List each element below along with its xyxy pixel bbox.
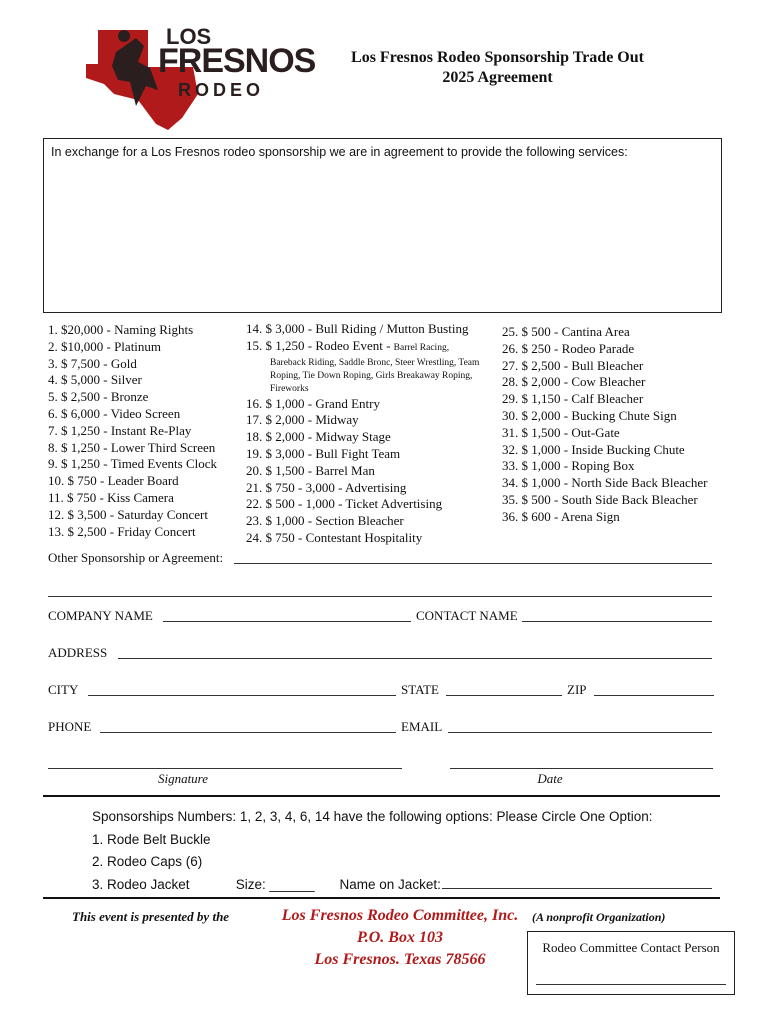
services-prompt: In exchange for a Los Fresnos rodeo sponsorship we are in agreement to provide the following services: — [51, 145, 628, 159]
committee-address — [275, 905, 525, 971]
email-label: EMAIL — [401, 719, 443, 734]
option-caps[interactable]: 2. Rodeo Caps (6) — [92, 854, 203, 869]
list-item: 6. $ 6,000 - Video Screen — [48, 405, 181, 421]
jacket-name-label: Name on Jacket: — [339, 876, 441, 892]
list-item: 30. $ 2,000 - Bucking Chute Sign — [502, 407, 677, 423]
signature-caption: Signature — [157, 771, 209, 786]
rodeo-logo — [78, 22, 316, 132]
option-jacket[interactable]: 3. Rodeo Jacket — [92, 876, 190, 892]
committee-city: Los Fresnos. Texas 78566 — [314, 951, 486, 968]
options-intro: Sponsorships Numbers: 1, 2, 3, 4, 6, 14 have the following options: Please Circle One Option: — [92, 809, 653, 824]
phone-field[interactable] — [100, 732, 396, 733]
committee-po-box: P.O. Box 103 — [357, 929, 443, 946]
list-item: 18. $ 2,000 - Midway Stage — [246, 429, 391, 445]
list-item: 4. $ 5,000 - Silver — [48, 372, 142, 388]
list-item: 10. $ 750 - Leader Board — [48, 473, 179, 489]
committee-name: Los Fresnos Rodeo Committee, Inc. — [281, 907, 519, 924]
services-textarea[interactable] — [43, 138, 722, 313]
contact-person-label: Rodeo Committee Contact Person — [542, 940, 720, 955]
title-line-1: Los Fresnos Rodeo Sponsorship Trade Out — [351, 49, 644, 66]
list-item: 9. $ 1,250 - Timed Events Clock — [48, 456, 218, 472]
contact-name-field[interactable] — [522, 621, 712, 622]
event-inline: Barrel Racing, — [393, 342, 450, 353]
jacket-name-field[interactable] — [442, 888, 712, 889]
sponsorship-list-col1 — [48, 322, 248, 540]
list-item: 33. $ 1,000 - Roping Box — [502, 458, 635, 474]
list-item: 36. $ 600 - Arena Sign — [502, 508, 620, 524]
list-item: 26. $ 250 - Rodeo Parade — [502, 340, 635, 356]
address-label: ADDRESS — [48, 645, 108, 660]
list-item: 28. $ 2,000 - Cow Bleacher — [502, 374, 646, 390]
date-caption: Date — [537, 771, 563, 786]
list-item: 20. $ 1,500 - Barrel Man — [246, 462, 375, 478]
signature-field[interactable] — [48, 768, 402, 769]
nonprofit-note: (A nonprofit Organization) — [532, 910, 666, 924]
list-item: 12. $ 3,500 - Saturday Concert — [48, 506, 208, 522]
list-item: 32. $ 1,000 - Inside Bucking Chute — [502, 441, 685, 457]
list-item: 2. $10,000 - Platinum — [48, 338, 162, 354]
list-item-text: 15. $ 1,250 - Rodeo Event - — [246, 337, 391, 353]
city-field[interactable] — [88, 695, 396, 696]
list-item: 25. $ 500 - Cantina Area — [502, 324, 630, 339]
other-sponsorship-row — [48, 550, 223, 566]
option-jacket-row — [92, 874, 653, 897]
company-name-field[interactable] — [163, 621, 411, 622]
list-item: 23. $ 1,000 - Section Bleacher — [246, 513, 404, 529]
contact-label: CONTACT NAME — [416, 608, 518, 623]
list-item: 29. $ 1,150 - Calf Bleacher — [502, 391, 644, 407]
zip-label: ZIP — [567, 682, 587, 697]
divider-bottom — [43, 897, 720, 899]
list-item: 22. $ 500 - 1,000 - Ticket Advertising — [246, 496, 443, 512]
list-item: 13. $ 2,500 - Friday Concert — [48, 523, 196, 539]
other-sponsorship-label: Other Sponsorship or Agreement: — [48, 550, 224, 565]
contact-person-field[interactable] — [536, 984, 726, 985]
zip-field[interactable] — [594, 695, 714, 696]
title-line-2: 2025 Agreement — [442, 69, 553, 86]
list-item: 3. $ 7,500 - Gold — [48, 355, 137, 371]
logo-fresnos: FRESNOS — [158, 42, 316, 80]
city-label: CITY — [48, 682, 79, 697]
list-item: 1. $20,000 - Naming Rights — [48, 322, 194, 337]
list-item: 11. $ 750 - Kiss Camera — [48, 489, 174, 505]
state-field[interactable] — [446, 695, 562, 696]
list-item: 24. $ 750 - Contestant Hospitality — [246, 529, 423, 545]
date-field[interactable] — [450, 768, 713, 769]
list-item: 7. $ 1,250 - Instant Re-Play — [48, 422, 192, 438]
sponsorship-list-col2 — [246, 321, 501, 547]
other-sponsorship-field[interactable] — [234, 563, 712, 564]
list-item — [246, 338, 501, 357]
list-item: 14. $ 3,000 - Bull Riding / Mutton Busting — [246, 321, 469, 336]
list-item: 31. $ 1,500 - Out-Gate — [502, 424, 620, 440]
email-field[interactable] — [448, 732, 712, 733]
state-label: STATE — [401, 682, 439, 697]
contact-person-box — [527, 931, 735, 995]
option-belt-buckle[interactable]: 1. Rode Belt Buckle — [92, 831, 211, 847]
presented-by: This event is presented by the — [72, 909, 230, 924]
sponsorship-list-col3 — [502, 324, 762, 526]
divider-top — [43, 795, 720, 797]
phone-label: PHONE — [48, 719, 92, 734]
list-item: 27. $ 2,500 - Bull Bleacher — [502, 357, 644, 373]
logo-los: LOS — [166, 24, 212, 49]
event-detail: Bareback Riding, Saddle Bronc, Steer Wrestling, Team Roping, Tie Down Roping, Girls Breakaway Roping, Fireworks — [270, 357, 480, 394]
other-sponsorship-field-2[interactable] — [48, 596, 712, 597]
list-item: 35. $ 500 - South Side Back Bleacher — [502, 491, 698, 507]
list-item: 5. $ 2,500 - Bronze — [48, 389, 149, 405]
list-item: 16. $ 1,000 - Grand Entry — [246, 395, 380, 411]
list-item: 8. $ 1,250 - Lower Third Screen — [48, 439, 216, 455]
list-item: 34. $ 1,000 - North Side Back Bleacher — [502, 475, 708, 491]
logo-rodeo: RODEO — [178, 80, 265, 100]
jacket-options — [92, 806, 653, 896]
company-label: COMPANY NAME — [48, 608, 153, 623]
jacket-size-field[interactable]: Size: ______ — [235, 876, 315, 892]
list-item: 21. $ 750 - 3,000 - Advertising — [246, 479, 407, 495]
list-item: 17. $ 2,000 - Midway — [246, 412, 359, 428]
list-item: 19. $ 3,000 - Bull Fight Team — [246, 445, 401, 461]
address-field[interactable] — [118, 658, 712, 659]
page-title — [300, 48, 695, 88]
